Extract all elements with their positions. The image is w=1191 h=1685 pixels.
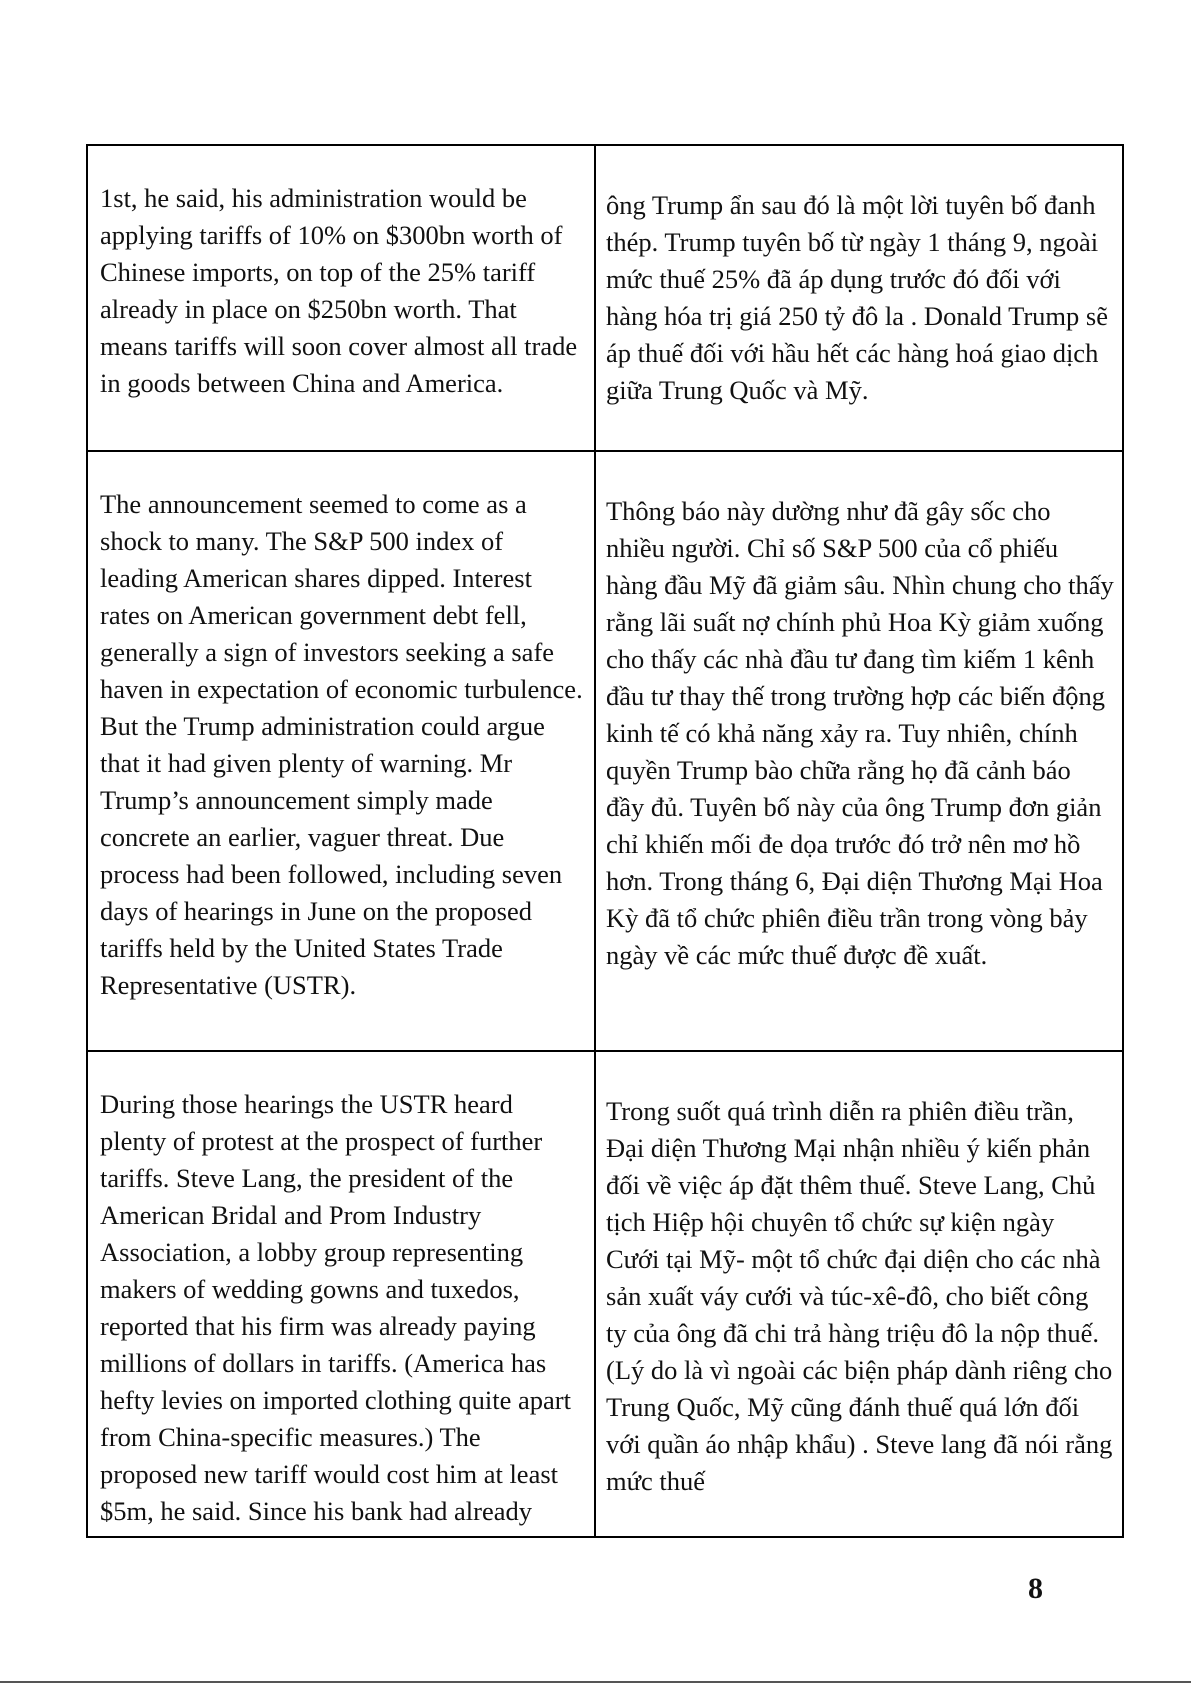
english-text: The announcement seemed to come as a shock to many. The S&P 500 index of leading American shares dipped. Interest rates on American government debt fell, generally a sign of investors seeking a safe haven in expectation of economic turbulence. But the Trump administration could argue that it had given plenty of warning. Mr Trump’s announcement simply made concrete an earlier, vaguer threat. Due process had been followed, including seven days of hearings in June on the proposed tariffs held by the United States Trade Representative (USTR).: [100, 489, 583, 1000]
table-row: [87, 451, 1123, 1051]
english-cell: [87, 451, 595, 1051]
vietnamese-text: Thông báo này dường như đã gây sốc cho nhiều người. Chỉ số S&P 500 của cổ phiếu hàng đầu Mỹ đã giảm sâu. Nhìn chung cho thấy rằng lãi suất nợ chính phủ Hoa Kỳ giảm xuống cho thấy các nhà đầu tư đang tìm kiếm 1 kênh đầu tư thay thế trong trường hợp các biến động kinh tế có khả năng xảy ra. Tuy nhiên, chính quyền Trump bào chữa rằng họ đã cảnh báo đầy đủ. Tuyên bố này của ông Trump đơn giản chỉ khiến mối đe dọa trước đó trở nên mơ hồ hơn. Trong tháng 6, Đại diện Thương Mại Hoa Kỳ đã tổ chức phiên điều trần trong vòng bảy ngày về các mức thuế được đề xuất.: [606, 496, 1114, 970]
vietnamese-text: ông Trump ẩn sau đó là một lời tuyên bố đanh thép. Trump tuyên bố từ ngày 1 tháng 9, ngoài mức thuế 25% đã áp dụng trước đó đối với hàng hóa trị giá 250 tỷ đô la . Donald Trump sẽ áp thuế đối với hầu hết các hàng hoá giao dịch giữa Trung Quốc và Mỹ.: [606, 190, 1108, 405]
english-text: 1st, he said, his administration would be applying tariffs of 10% on $300bn worth of Chinese imports, on top of the 25% tariff already in place on $250bn worth. That means tariffs will soon cover almost all trade in goods between China and America.: [100, 183, 578, 398]
english-cell: [87, 1051, 595, 1537]
table-row: [87, 145, 1123, 451]
english-text: During those hearings the USTR heard plenty of protest at the prospect of further tariffs. Steve Lang, the president of the American Bridal and Prom Industry Association, a lobby group representing makers of wedding gowns and tuxedos, reported that his firm was already paying millions of dollars in tariffs. (America has hefty levies on imported clothing quite apart from China-specific measures.) The proposed new tariff would cost him at least $5m, he said. Since his bank had already: [100, 1089, 571, 1526]
vietnamese-cell: [595, 145, 1123, 451]
english-cell: [87, 145, 595, 451]
vietnamese-cell: [595, 1051, 1123, 1537]
vietnamese-text: Trong suốt quá trình diễn ra phiên điều trần, Đại diện Thương Mại nhận nhiều ý kiến phản đối về việc áp đặt thêm thuế. Steve Lang, Chủ tịch Hiệp hội chuyên tổ chức sự kiện ngày Cưới tại Mỹ- một tổ chức đại diện cho các nhà sản xuất váy cưới và túc-xê-đô, cho biết công ty của ông đã chi trả hàng triệu đô la nộp thuế. (Lý do là vì ngoài các biện pháp dành riêng cho Trung Quốc, Mỹ cũng đánh thuế quá lớn đối với quần áo nhập khẩu) . Steve lang đã nói rằng mức thuế: [606, 1096, 1113, 1496]
page-number: 8: [1028, 1572, 1043, 1605]
table-row: [87, 1051, 1123, 1537]
bottom-divider: [0, 1681, 1191, 1683]
translation-table: [86, 144, 1124, 1538]
vietnamese-cell: [595, 451, 1123, 1051]
